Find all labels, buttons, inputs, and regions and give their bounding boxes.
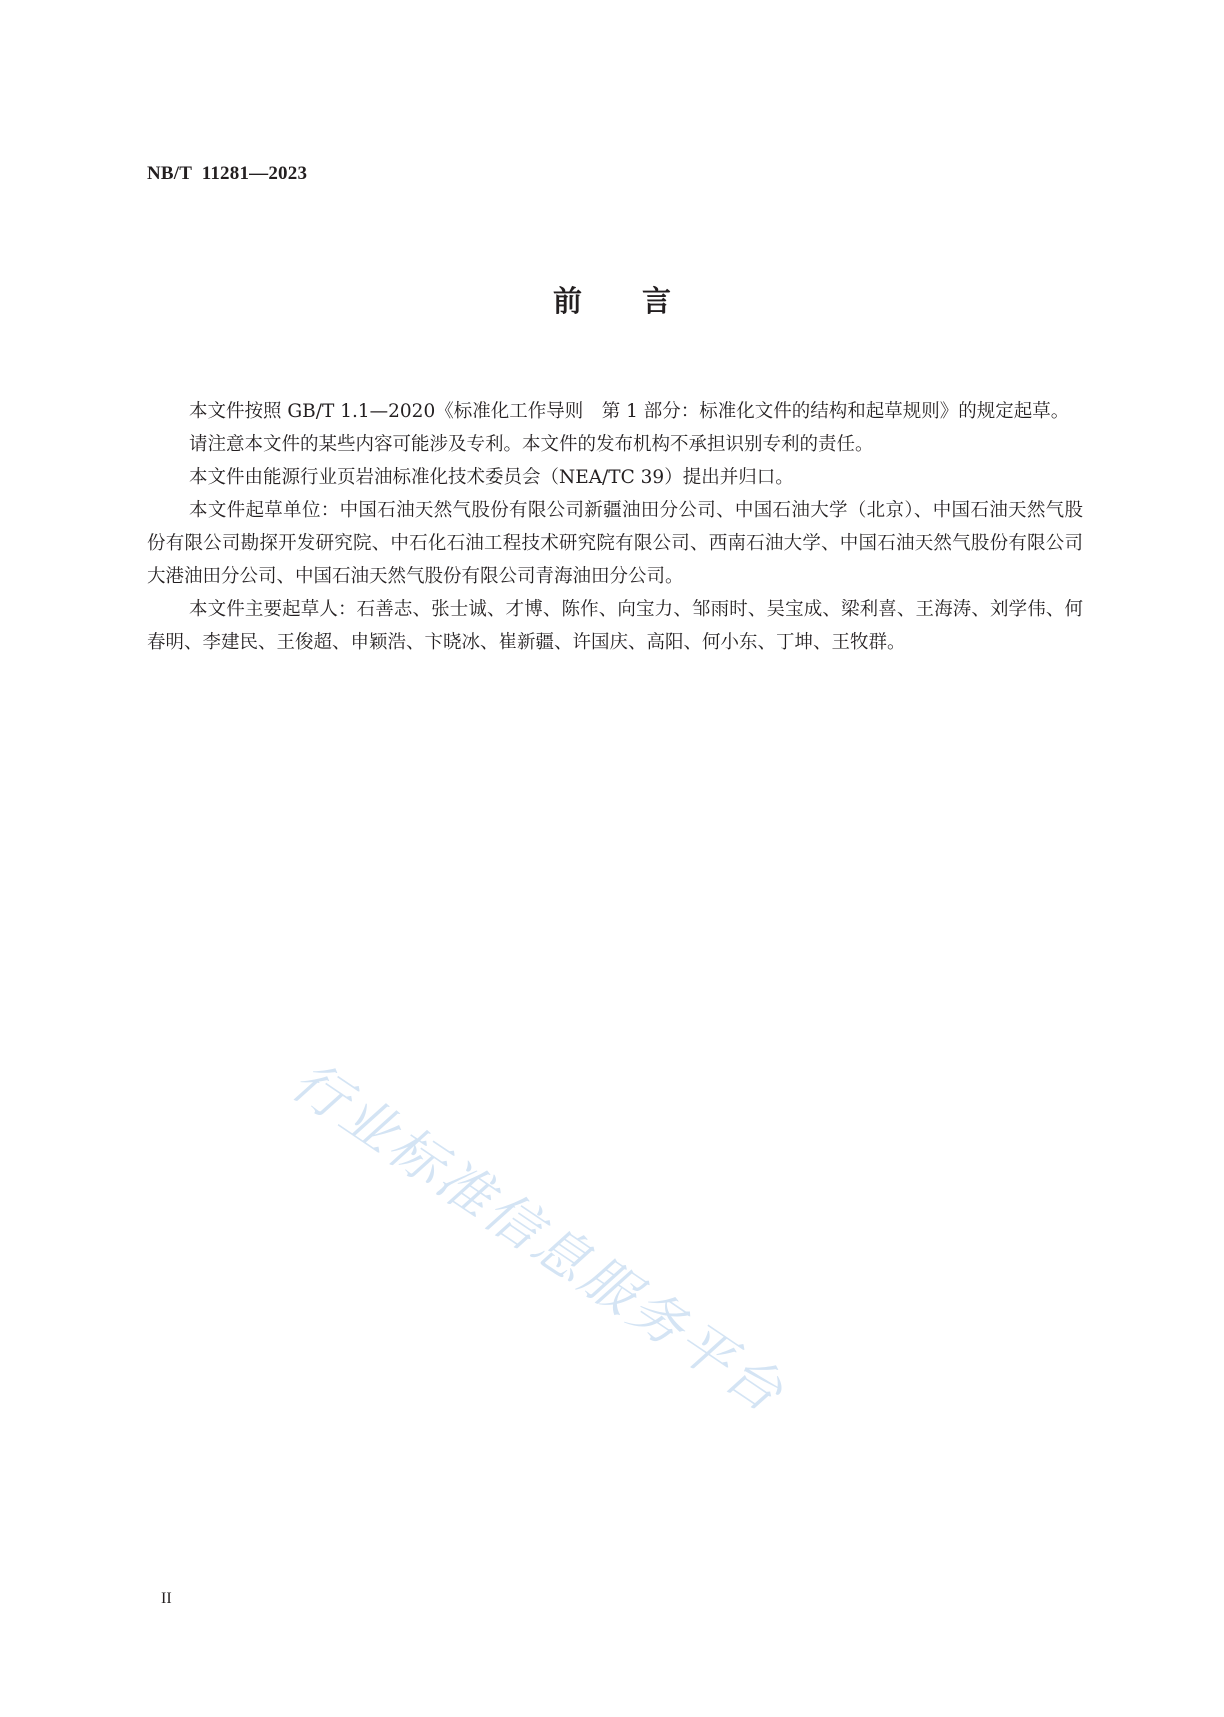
page-title [0,281,1224,321]
paragraph-proposer: 本文件由能源行业页岩油标准化技术委员会（NEA/TC 39）提出并归口。 [189,467,794,488]
foreword-body [147,395,1083,659]
paragraph-drafting-units: 本文件起草单位：中国石油天然气股份有限公司新疆油田分公司、中国石油大学（北京）、中国石油天然气股份有限公司勘探开发研究院、中石化石油工程技术研究院有限公司、西南石油大学、中国石油天然气股份有限公司大港油田分公司、中国石油天然气股份有限公司青海油田分公司。 [147,500,1083,587]
page-number: II [161,1590,172,1607]
paragraph-drafters: 本文件主要起草人：石善志、张士诚、才博、陈作、向宝力、邹雨时、吴宝成、梁利喜、王海涛、刘学伟、何春明、李建民、王俊超、申颖浩、卞晓冰、崔新疆、许国庆、高阳、何小东、丁坤、王牧群。 [147,599,1083,653]
paragraph-drafting-rules: 本文件按照 GB/T 1.1—2020《标准化工作导则 第 1 部分：标准化文件的结构和起草规则》的规定起草。 [189,401,1070,422]
title-char-2: 言 [642,284,672,318]
document-code: NB/T 11281—2023 [147,163,308,184]
watermark: 行业标准信息服务平台 [280,1049,797,1426]
title-char-1: 前 [552,284,582,318]
paragraph-patent-notice: 请注意本文件的某些内容可能涉及专利。本文件的发布机构不承担识别专利的责任。 [189,434,874,455]
